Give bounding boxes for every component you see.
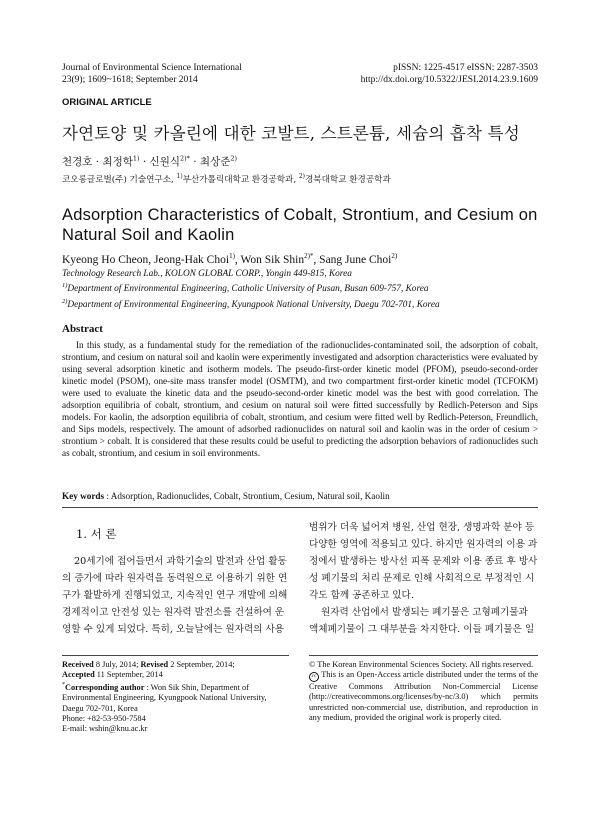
body-line: 범위가 더욱 넓어져 병원, 산업 현장, 생명과학 분야 등 bbox=[309, 522, 535, 533]
body-line: 원자력 산업에서 발생되는 폐기물은 고형폐기물과 bbox=[321, 607, 528, 618]
english-title-line1: Adsorption Characteristics of Cobalt, Strontium, and Cesium on bbox=[62, 206, 538, 224]
affiliation-1: Technology Research Lab., KOLON GLOBAL CORP., Yongin 449-815, Korea bbox=[62, 269, 352, 279]
affiliation-3: $^{2)}$Department of Environmental Engineering, Kyungpook National University, Daegu 702-701, Korea bbox=[62, 297, 440, 310]
accepted-date: Accepted 11 September, 2014 bbox=[62, 670, 163, 680]
footnote-divider-left bbox=[62, 655, 289, 656]
footnote-left bbox=[62, 660, 289, 734]
copyright-icon: © bbox=[309, 660, 316, 669]
english-authors: Kyeong Ho Cheon, Jeong-Hak Choi$^{1)}$, Won Sik Shin$^{2)*}$, Sang June Choi$^{2)}$ bbox=[62, 252, 398, 266]
body-line: 각도 함께 공존하고 있다. bbox=[309, 590, 414, 601]
creative-commons-icon: cc bbox=[309, 672, 319, 682]
body-line: 다양한 영역에 적용되고 있다. 하지만 원자력의 이용 과 bbox=[309, 539, 538, 550]
english-affiliations bbox=[62, 269, 542, 311]
divider bbox=[62, 507, 538, 508]
journal-name: Journal of Environmental Science International bbox=[62, 63, 242, 73]
section-heading-intro: 1. 서 론 bbox=[76, 527, 117, 541]
english-title bbox=[62, 205, 542, 245]
keywords bbox=[62, 491, 390, 501]
korean-authors: 천경호 · 최정학$^{1)}$ · 신원식$^{2)*}$ · 최상준$^{2)}$ bbox=[62, 154, 238, 168]
article-type: ORIGINAL ARTICLE bbox=[62, 97, 152, 108]
received-dates: Received 8 July, 2014; Revised 2 September, 2014; bbox=[62, 660, 235, 669]
body-line: 경제적이고 안전성 있는 원자력 발전소를 건설하여 운 bbox=[62, 607, 285, 618]
journal-ids bbox=[300, 63, 538, 86]
abstract-heading: Abstract bbox=[62, 323, 103, 335]
affiliation-2: $^{1)}$Department of Environmental Engineering, Catholic University of Pusan, Busan 609-757, Korea bbox=[62, 282, 429, 295]
license-text: cc This is an Open-Access article distributed under the terms of the Creative Commons Attribution Non-Commercial License (http://creativecommons.org/licenses/by-nc/3.0) which permits unrestricted non-commercial use, distribution, and reproduction in any medium, provided the original work is properly cited. bbox=[309, 670, 538, 722]
body-line: 구가 활발하게 진행되었고, 지속적인 연구 개발에 의해 bbox=[62, 590, 288, 601]
email[interactable]: E-mail: wshin@knu.ac.kr bbox=[62, 723, 148, 733]
english-title-line2: Natural Soil and Kaolin bbox=[62, 226, 235, 244]
body-line: 액체폐기물이 그 대부분을 차지한다. 이들 폐기물은 일 bbox=[309, 624, 535, 635]
body-line: 성 폐기물의 처리 문제로 인해 사회적으로 부정적인 시 bbox=[309, 573, 535, 584]
intro-left-column bbox=[62, 553, 294, 638]
korean-affiliations: 코오롱글로벌(주) 기술연구소, $^{1)}$부산가톨릭대학교 환경공학과, $^{2)}$경북대학교 환경공학과 bbox=[62, 173, 391, 185]
journal-volume: 23(9); 1609~1618; September 2014 bbox=[62, 74, 198, 85]
intro-right-column bbox=[309, 519, 541, 638]
corresponding-author: *Corresponding author : Won Sik Shin, Department of Environmental Engineering, Kyungpook National University, Daegu 702-701, Korea bbox=[62, 682, 267, 713]
keywords-text: : Adsorption, Radionuclides, Cobalt, Strontium, Cesium, Natural soil, Kaolin bbox=[104, 491, 390, 501]
issn: pISSN: 1225-4517 eISSN: 2287-3503 bbox=[393, 63, 538, 73]
keywords-label: Key words bbox=[62, 491, 105, 501]
body-line: 의 증가에 따라 원자력을 동력원으로 이용하기 위한 연 bbox=[62, 573, 288, 584]
copyright-line: © The Korean Environmental Sciences Society. All rights reserved. bbox=[309, 660, 534, 669]
body-line: 영할 수 있게 되었다. 특히, 오늘날에는 원자력의 사용 bbox=[62, 624, 285, 635]
body-line: 20세기에 접어들면서 과학기술의 발전과 산업 활동 bbox=[74, 556, 287, 567]
abstract-text: In this study, as a fundamental study for the remediation of the radionuclides-contaminated soil, the adsorption of cobalt, strontium, and cesium on natural soil and kaolin were experimently investigated and adsorption characteristics were evaluated by using several adsorption kinetic and isotherm models. The pseudo-first-order kinetic model (PFOM), pseudo-second-order kinetic model (PSOM), one-site mass transfer model (OSMTM), and two compartment first-order kinetic model (TCFOKM) were used to evaluate the kinetic data and the pseudo-second-order kinetic model was the best with good correlation. The adsorption equilibria of cobalt, strontium, and cesium on natural soil were fitted successfully by Redlich-Peterson and Sips models. For kaolin, the adsorption equilibria of cobalt, strontium, and cesium were fitted well by Redlich-Peterson, Freundlich, and Sips models, respectively. The amount of adsorbed radionuclides on natural soil and kaolin was in the order of cesium > strontium > cobalt. It is considered that these results could be useful to predicting the adsorption behaviors of radionuclides such as cobalt, strontium, and cesium in soil environments. bbox=[62, 340, 538, 458]
footnote-divider-right bbox=[309, 655, 538, 656]
body-line: 정에서 발생하는 방사선 피폭 문제와 이용 종료 후 방사 bbox=[309, 556, 538, 567]
korean-title: 자연토양 및 카올린에 대한 코발트, 스트론튬, 세슘의 흡착 특성 bbox=[62, 124, 520, 143]
doi[interactable]: http://dx.doi.org/10.5322/JESI.2014.23.9.1609 bbox=[360, 74, 538, 85]
footnote-right bbox=[309, 660, 538, 723]
abstract-body bbox=[62, 339, 538, 459]
phone: Phone: +82-53-950-7584 bbox=[62, 713, 146, 723]
journal-header bbox=[62, 63, 322, 86]
